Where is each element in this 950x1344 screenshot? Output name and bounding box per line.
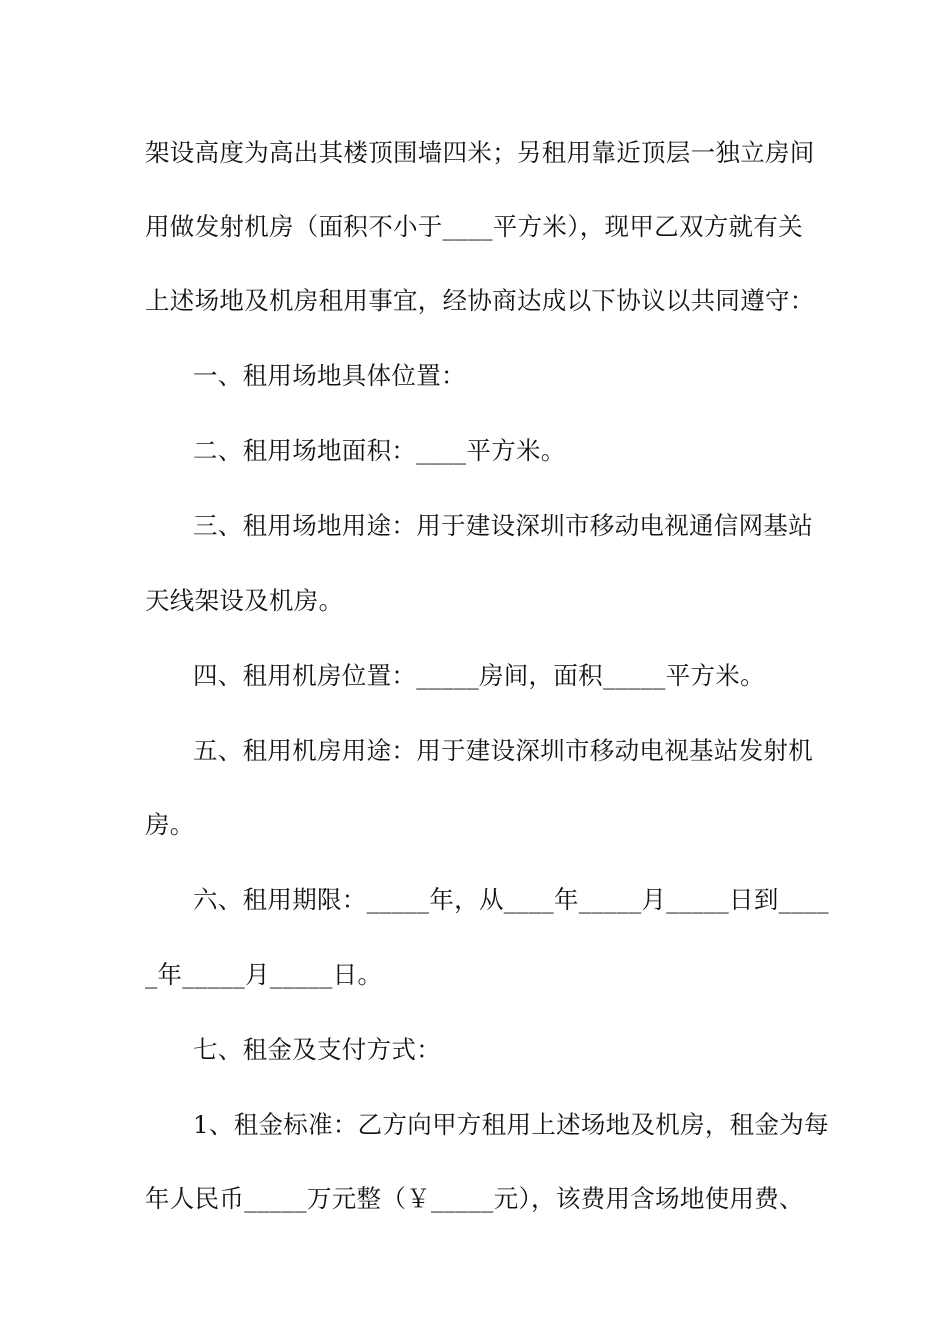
clause-1-heading: 一、租用场地具体位置： [193, 361, 466, 390]
paragraph-line: 年人民币_____万元整（￥_____元），该费用含场地使用费、 [145, 1184, 804, 1213]
paragraph-line: 用做发射机房（面积不小于____平方米），现甲乙双方就有关 [145, 212, 803, 241]
paragraph-line: _年_____月_____日。 [145, 960, 383, 989]
clause-5: 五、租用机房用途：用于建设深圳市移动电视基站发射机 [193, 736, 813, 765]
paragraph-line: 上述场地及机房租用事宜，经协商达成以下协议以共同遵守： [145, 286, 815, 315]
clause-7-item-1: 1、租金标准：乙方向甲方租用上述场地及机房，租金为每 [193, 1110, 829, 1139]
clause-7-heading: 七、租金及支付方式： [193, 1035, 441, 1064]
paragraph-line: 天线架设及机房。 [145, 586, 344, 615]
clause-4: 四、租用机房位置：_____房间，面积_____平方米。 [193, 661, 765, 690]
clause-2: 二、租用场地面积：____平方米。 [193, 436, 566, 465]
clause-6: 六、租用期限：_____年，从____年_____月_____日到____ [193, 885, 829, 914]
paragraph-line: 房。 [145, 810, 195, 839]
paragraph-line: 架设高度为高出其楼顶围墙四米；另租用靠近顶层一独立房间 [145, 138, 815, 167]
clause-3: 三、租用场地用途：用于建设深圳市移动电视通信网基站 [193, 511, 813, 540]
